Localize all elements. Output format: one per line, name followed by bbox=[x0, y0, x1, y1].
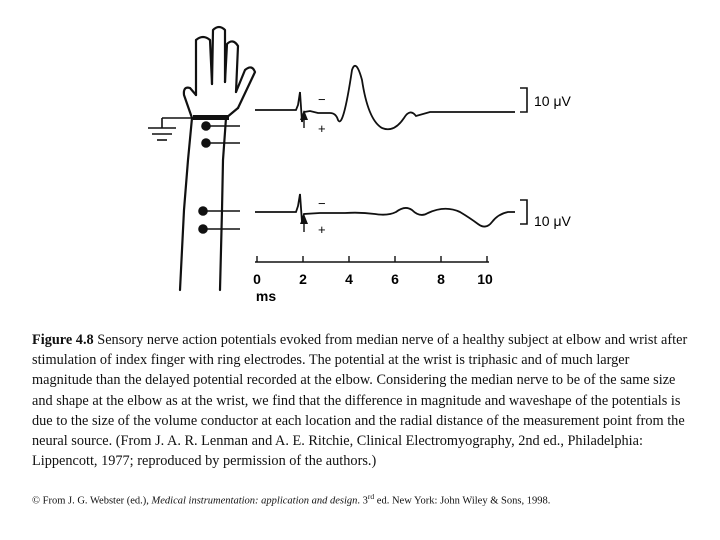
ground-symbol bbox=[148, 118, 193, 140]
elbow-scale-label: 10 μV bbox=[534, 213, 571, 229]
elbow-plus-label: + bbox=[318, 222, 326, 237]
figure-caption bbox=[32, 330, 692, 471]
axis-unit-label: ms bbox=[255, 288, 277, 304]
time-axis bbox=[253, 256, 493, 304]
tick-label: 8 bbox=[437, 271, 445, 287]
elbow-scale-bracket bbox=[520, 200, 527, 224]
tick-label: 10 bbox=[477, 271, 493, 287]
citation-edition: . 3 bbox=[357, 495, 368, 507]
elbow-trace bbox=[255, 194, 572, 237]
figure-label: Figure 4.8 bbox=[32, 332, 94, 348]
elbow-waveform bbox=[255, 194, 515, 227]
elbow-minus-label: − bbox=[318, 196, 326, 211]
tick-label: 6 bbox=[391, 271, 399, 287]
wrist-trace bbox=[255, 66, 572, 136]
wrist-scale-label: 10 μV bbox=[534, 93, 571, 109]
caption-text: Sensory nerve action potentials evoked from median nerve of a healthy subject at elbow and wrist after stimulation of index finger with ring electrodes. The potential at the wrist is triphasic and of much larger magnitude than the delayed potential recorded at the elbow. Considering the median nerve to be of the same size and shape at the elbow as at the wrist, we find that the difference in magnitude and waveshape of the potentials is due to the size of the volume conductor at each location and the radial distance of the measurement point from the neural source. (From J. A. R. Lenman and A. E. Ritchie, Clinical Electromyography, 2nd ed., Philadelphia: Lippencott, 1977; reproduced by permission of the authors.) bbox=[32, 332, 688, 470]
wrist-minus-label: − bbox=[318, 92, 326, 107]
wrist-electrodes bbox=[202, 122, 240, 147]
citation-publisher: ed. New York: John Wiley & Sons, 1998. bbox=[374, 495, 551, 507]
arm-illustration bbox=[180, 27, 255, 290]
elbow-electrodes bbox=[199, 207, 240, 233]
wrist-scale-bracket bbox=[520, 88, 527, 112]
source-citation bbox=[32, 490, 692, 509]
wrist-plus-label: + bbox=[318, 121, 326, 136]
ring-electrode bbox=[193, 115, 229, 120]
tick-label: 4 bbox=[345, 271, 353, 287]
citation-prefix: © From J. G. Webster (ed.), bbox=[32, 495, 152, 507]
tick-label: 0 bbox=[253, 271, 261, 287]
wrist-waveform bbox=[255, 66, 515, 129]
citation-book-title: Medical instrumentation: application and design bbox=[151, 495, 358, 507]
tick-label: 2 bbox=[299, 271, 307, 287]
citation-edition-suffix: rd bbox=[367, 492, 375, 501]
